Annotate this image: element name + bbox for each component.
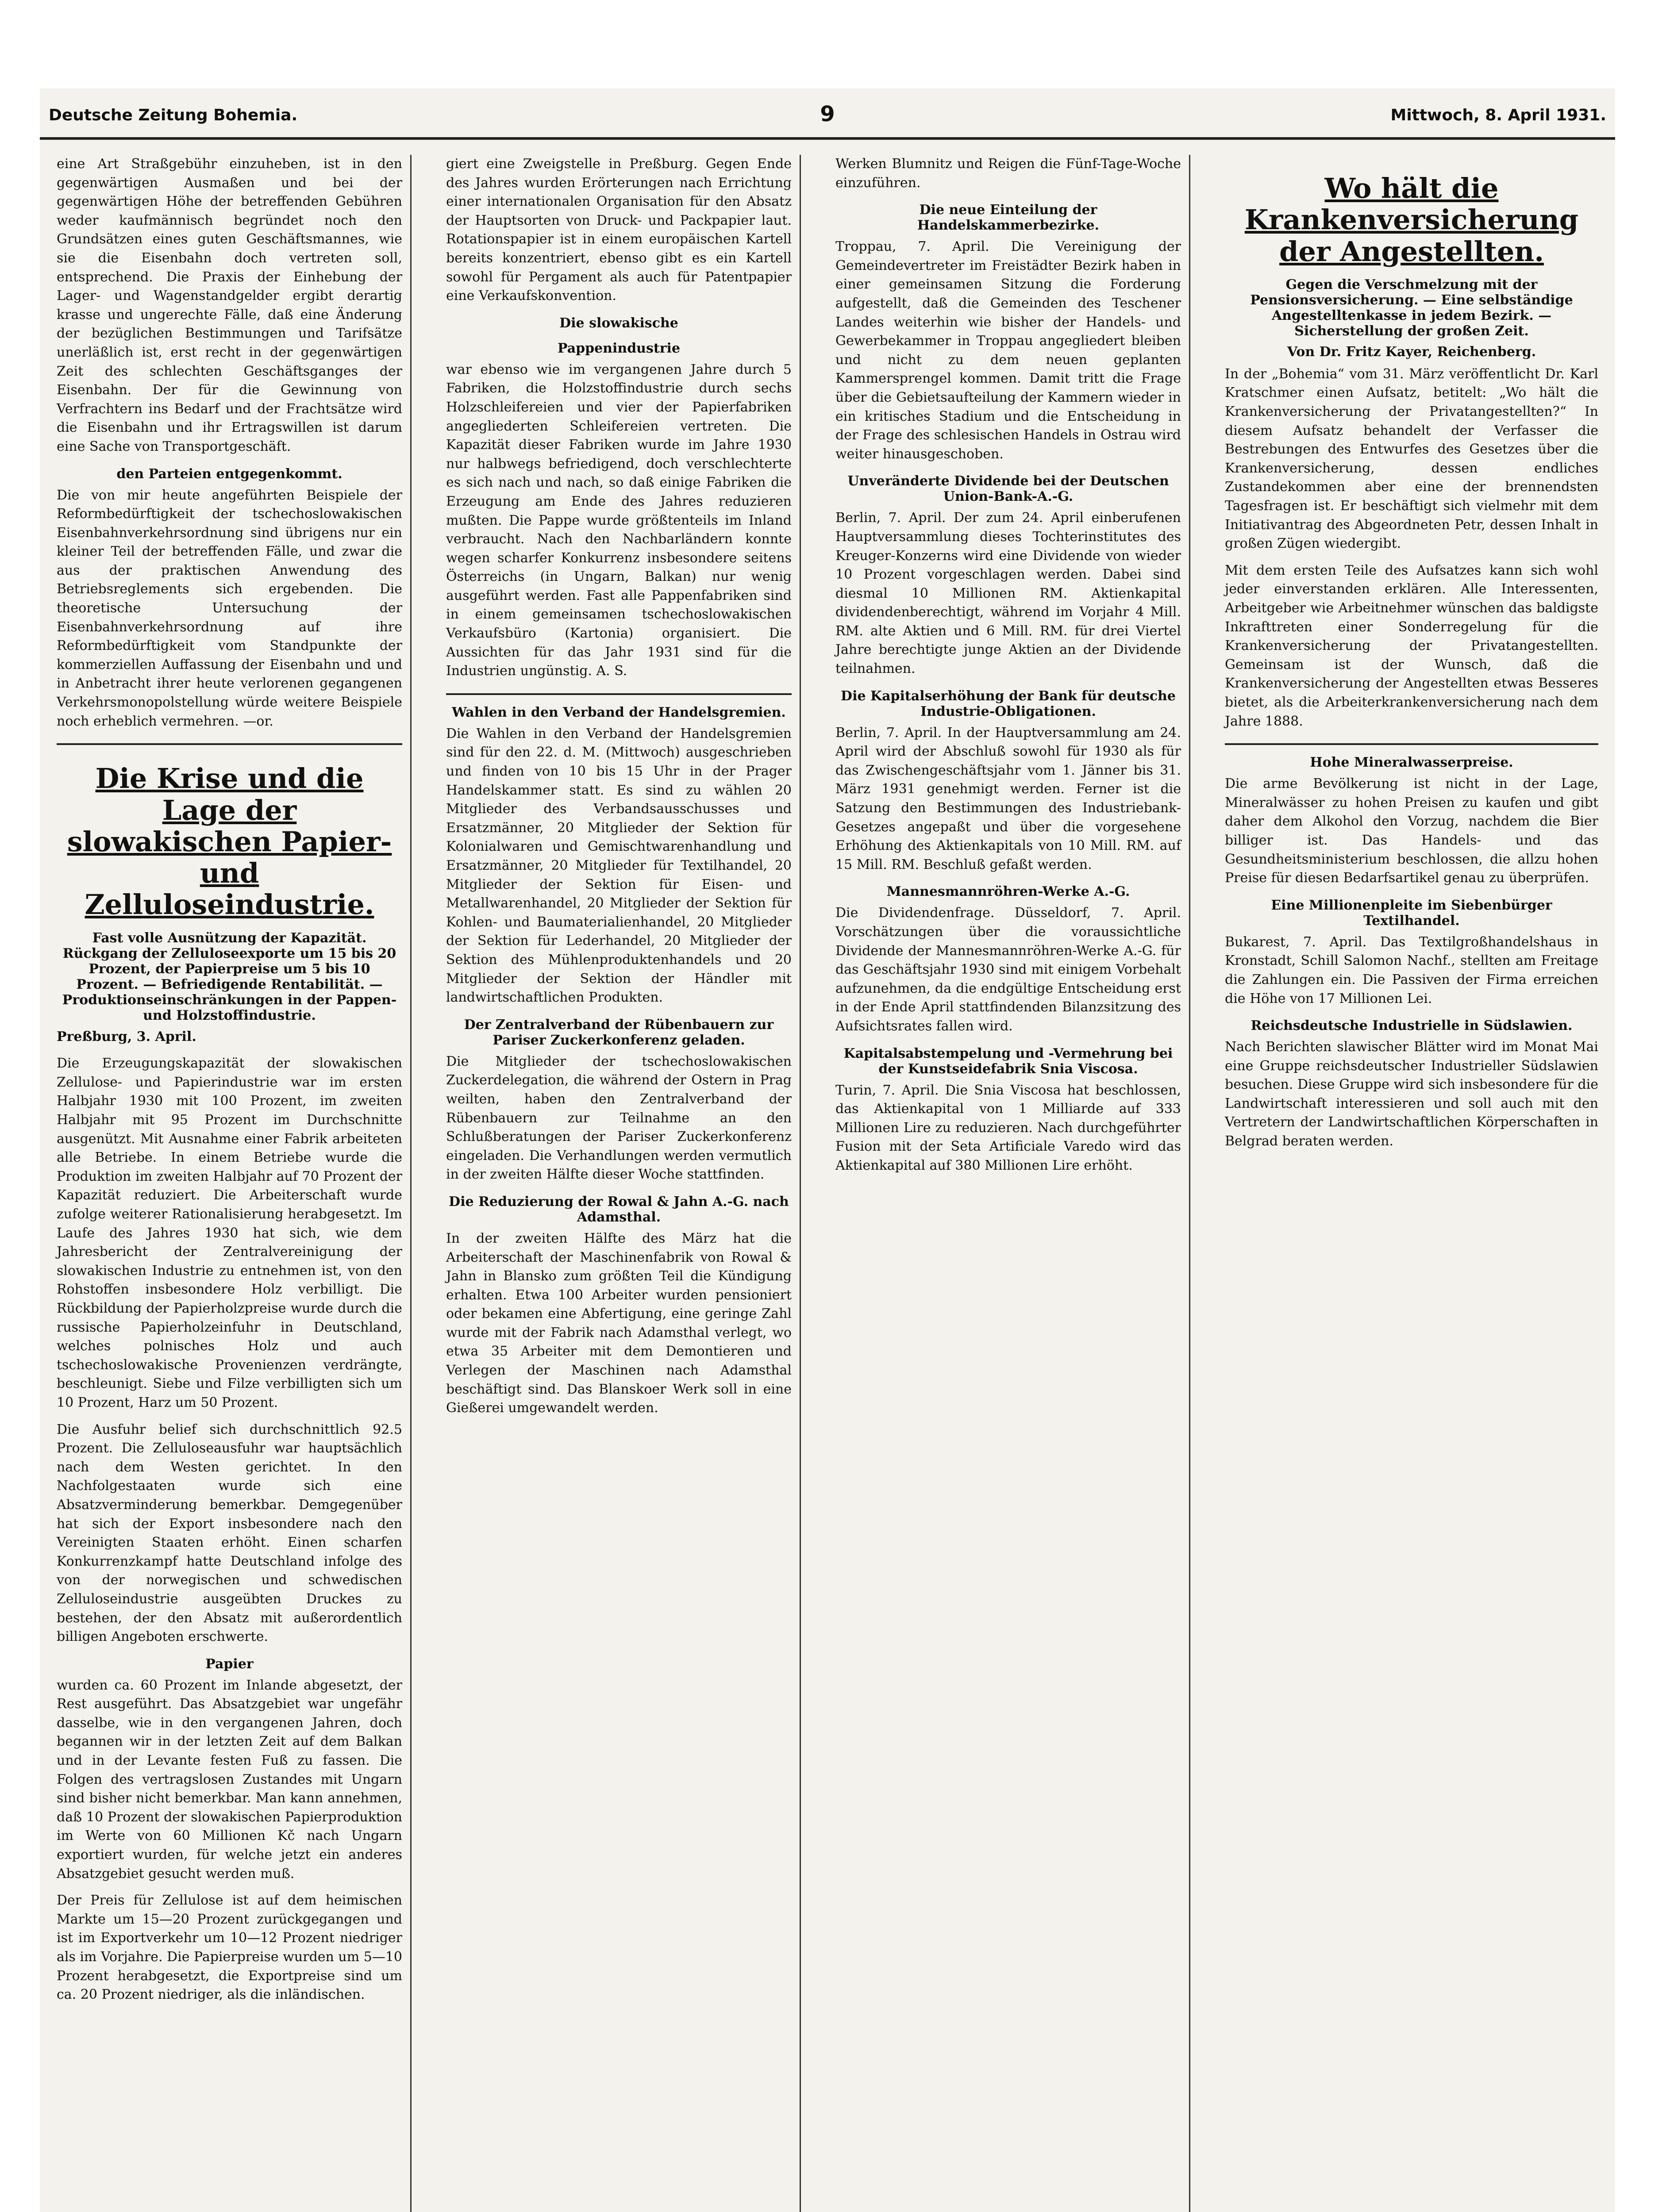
article-paragraph: Werken Blumnitz und Reigen die Fünf-Tage-Woche einzuführen. — [835, 156, 1181, 191]
column-3 — [827, 155, 1190, 2212]
article-subhead: Hohe Mineralwasserpreise. — [1310, 755, 1513, 771]
article-paragraph: Troppau, 7. April. Die Vereinigung der Gemeindevertreter im Freistädter Bezirk haben in einer gemeinsamen Sitzung die Forderung aufgestellt, daß die Gemeinden des Teschener Landes weiterhin wie bisher der Handels- und Gewerbekammer in Troppau angegliedert bleiben und nicht zu dem neuen geplanten Kammersprengel kommen. Damit tritt die Frage über die Gebietsaufteilung der Kammern wieder in ein kritisches Stadium und die Entscheidung in der Frage des schlesischen Handels in Ostrau wird weiter hinausgeschoben. — [835, 239, 1181, 462]
article-paragraph: giert eine Zweigstelle in Preßburg. Gegen Ende des Jahres wurden Erörterungen nach Errichtung einer internationalen Organisation für den Absatz der Hauptsorten von Druck- und Packpapier laut. Rotationspapier ist in einem europäischen Kartell bereits konzentriert, ebenso gibt es ein Kartell sowohl für Pergament als auch für Patentpapier eine Verkaufskonvention. — [446, 156, 792, 304]
article-subhead: Eine Millionenpleite im Siebenbürger Textilhandel. — [1271, 897, 1552, 929]
columns — [49, 155, 1606, 2212]
article-subhead: Reichsdeutsche Industrielle in Südslawien. — [1251, 1018, 1573, 1034]
article-subhead: Unveränderte Dividende bei der Deutschen Union-Bank-A.-G. — [847, 473, 1169, 505]
article-subhead: Die Kapitalserhöhung der Bank für deutsche Industrie-Obligationen. — [841, 688, 1176, 719]
article-headline: Wo hält die Krankenversicherung der Angestellten. — [1244, 172, 1579, 268]
article-subhead: Die slowakische — [559, 315, 678, 331]
article-paragraph: Berlin, 7. April. Der zum 24. April einberufenen Hauptversammlung dieses Tochterinstitutes des Kreuger-Konzerns wird eine Dividende von wieder 10 Prozent vorgeschlagen werden. Dabei sind diesmal 10 Millionen RM. Aktienkapital dividendenberechtigt, während im Vorjahr 4 Mill. RM. alte Aktien und 6 Mill. RM. für drei Viertel Jahre berechtigte junge Aktien an der Dividende teilnahmen. — [835, 510, 1181, 677]
article-subhead: Pappenindustrie — [557, 340, 681, 356]
article-subhead: den Parteien entgegenkommt. — [116, 466, 342, 482]
article-paragraph: Der Preis für Zellulose ist auf dem heimischen Markte um 15—20 Prozent zurückgegangen und ist im Exportverkehr um 10—12 Prozent niedriger als im Vorjahre. Die Papierpreise wurden um 5—10 Prozent herabgesetzt, die Exportpreise sind um ca. 20 Prozent niedriger, als die inländischen. — [57, 1893, 402, 2003]
article-subhead: Die Reduzierung der Rowal & Jahn A.-G. nach Adamsthal. — [449, 1194, 789, 1225]
column-1 — [49, 155, 412, 2212]
article-paragraph: Die Dividendenfrage. Düsseldorf, 7. April. Vorschätzungen über die voraussichtliche Dividende der Mannesmannröhren-Werke A.-G. für das Geschäftsjahr 1930 sind mit einigem Vorbehalt aufzunehmen, da die endgültige Entscheidung erst in der Ende April stattfindenden Bilanzsitzung des Aufsichtsrates fallen wird. — [835, 905, 1181, 1034]
divider — [1225, 743, 1598, 745]
article-paragraph: war ebenso wie im vergangenen Jahre durch 5 Fabriken, die Holzstoffindustrie durch sechs Holzschleifereien und vier der Papierfabriken angegliederten Schleifereien vertreten. Die Kapazität dieser Fabriken wurde im Jahre 1930 nur halbwegs befriedigend, doch verschlechterte es sich nach und nach, so daß einige Fabriken die Erzeugung am Ende des Jahres reduzieren mußten. Die Pappe wurde größtenteils im Inland verbraucht. Nach den Nachbarländern konnte wegen scharfer Konkurrenz insbesondere seitens Österreichs (in Ungarn, Balkan) nur wenig ausgeführt werden. Fast alle Pappenfabriken sind in einem gemeinsamen tschechoslowakischen Verkaufsbüro (Kartonia) organisiert. Die Aussichten für das Jahr 1931 sind für die Industrien ungünstig. A. S. — [446, 361, 792, 679]
article-subhead: Wahlen in den Verband der Handelsgremien. — [452, 704, 786, 720]
divider — [446, 693, 792, 695]
issue-date: Mittwoch, 8. April 1931. — [1390, 106, 1606, 124]
article-deck: Fast volle Ausnützung der Kapazität. Rückgang der Zelluloseexporte um 15 bis 20 Prozent, der Papierpreise um 5 bis 10 Prozent. — Befriedigende Rentabilität. — Produktionseinschränkungen in der Pappen- und Holzstoffindustrie. — [62, 930, 397, 1023]
article-paragraph: Die Erzeugungskapazität der slowakischen Zellulose- und Papierindustrie war im ersten Halbjahr 1930 mit 100 Prozent, im zweiten Halbjahr mit 95 Prozent im Durchschnitte ausgenützt. Mit Ausnahme einer Fabrik arbeiteten alle Betriebe. In einem Betriebe wurde die Produktion im zweiten Halbjahr auf 70 Prozent der Kapazität reduziert. Die Arbeiterschaft wurde zufolge weiterer Rationalisierung herabgesetzt. Im Laufe des Jahres 1930 hat sich, wie dem Jahresbericht der Zentralvereinigung der slowakischen Industrie zu entnehmen ist, von den Rohstoffen insbesondere Holz verbilligt. Die Rückbildung der Papierholzpreise wurde durch die russische Papierholzeinfuhr in Deutschland, welches polnisches Holz und auch tschechoslowakische Provenienzen verdrängte, beschleunigt. Siebe und Filze verbilligten sich um 10 Prozent, Harz um 50 Prozent. — [57, 1056, 402, 1410]
article-subhead: Mannesmannröhren-Werke A.-G. — [886, 884, 1130, 900]
article-headline: Die Krise und die Lage der slowakischen Papier- und Zelluloseindustrie. — [67, 762, 392, 921]
masthead-title: Deutsche Zeitung Bohemia. — [49, 106, 298, 124]
article-paragraph: Berlin, 7. April. In der Hauptversammlung am 24. April wird der Abschluß sowohl für 1930 als für das Zwischengeschäftsjahr vom 1. Jänner bis 31. März 1931 genehmigt werden. Ferner ist die Satzung den Bestimmungen des Industriebank-Gesetzes angepaßt und über die vorgesehene Erhöhung des Aktienkapitals von 10 Mill. RM. auf 15 Mill. RM. Beschluß gefaßt werden. — [835, 725, 1181, 872]
article-dateline: Preßburg, 3. April. — [57, 1029, 196, 1045]
article-paragraph: In der „Bohemia“ vom 31. März veröffentlicht Dr. Karl Kratschmer einen Aufsatz, betitelt: „Wo hält die Krankenversicherung der Privatangestellten?“ In diesem Aufsatz behandelt der Verfasser die Bestrebungen des Entwurfes des Gesetzes über die Krankenversicherung, dessen endliches Zustandekommen aber eine der brennendsten Tagesfragen ist. Er beschäftigt sich vielmehr mit dem Initiativantrag des Abgeordneten Petr, dessen Inhalt in großen Zügen wiedergibt. — [1225, 366, 1598, 552]
article-subhead: Der Zentralverband der Rübenbauern zur Pariser Zuckerkonferenz geladen. — [464, 1017, 774, 1048]
divider — [57, 743, 402, 745]
article-byline: Von Dr. Fritz Kayer, Reichenberg. — [1287, 344, 1536, 360]
article-paragraph: Nach Berichten slawischer Blätter wird im Monat Mai eine Gruppe reichsdeutscher Industrieller Südslawien besuchen. Diese Gruppe wird sich insbesondere für die Landwirtschaft interessieren und soll auch mit den Vertretern der Landwirtschaftlichen Körperschaften in Belgrad beraten werden. — [1225, 1039, 1598, 1149]
page-header — [40, 88, 1615, 140]
article-paragraph: eine Art Straßgebühr einzuheben, ist in den gegenwärtigen Ausmaßen und bei der gegenwärtigen Höhe der betreffenden Gebühren weder kaufmännisch begründet noch den Grundsätzen eines guten Geschäftsmannes, wie sie die Eisenbahn doch vertreten soll, entsprechend. Die Praxis der Einhebung der Lager- und Wagenstandgelder ergibt derartig krasse und ungerechte Fälle, daß eine Änderung der bezüglichen Bestimmungen und Tarifsätze unerläßlich ist, erst recht in der gegenwärtigen Zeit des schlechten Geschäftsganges der Eisenbahn. Der für die Gewinnung von Verfrachtern ins Bedarf und der Frachtsätze wird die Eisenbahn und ihr Ertragswillen ist darum eine Sache von Transportgeschäft. — [57, 156, 402, 454]
article-paragraph: Mit dem ersten Teile des Aufsatzes kann sich wohl jeder einverstanden erklären. Alle Interessenten, Arbeitgeber wie Arbeitnehmer wünschen das baldigste Inkrafttreten einer Sonderregelung für die Krankenversicherung der Privatangestellten. Gemeinsam ist der Wunsch, daß die Krankenversicherung der Angestellten etwas Besseres bietet, als die Arbeiterkrankenversicherung nach dem Jahre 1888. — [1225, 562, 1598, 729]
article-paragraph: Bukarest, 7. April. Das Textilgroßhandelshaus in Kronstadt, Schill Salomon Nachf., stellten am Freitage die Zahlungen ein. Die Passiven der Firma erreichen die Höhe von 17 Millionen Lei. — [1225, 934, 1598, 1006]
page-number: 9 — [820, 102, 835, 127]
column-4 — [1217, 155, 1606, 2212]
newspaper-page — [40, 88, 1615, 2212]
article-paragraph: Die Ausfuhr belief sich durchschnittlich 92.5 Prozent. Die Zelluloseausfuhr war hauptsächlich nach dem Westen gerichtet. In den Nachfolgestaaten wurde sich eine Absatzverminderung bemerkbar. Demgegenüber hat sich der Export insbesondere nach den Vereinigten Staaten erhöht. Einen scharfen Konkurrenzkampf hatte Deutschland infolge des von der norwegischen und schwedischen Zelluloseindustrie ausgeübten Druckes zu bestehen, der den Absatz mit außerordentlich billigen Angeboten erschwerte. — [57, 1421, 402, 1645]
article-paragraph: Die von mir heute angeführten Beispiele der Reformbedürftigkeit der tschechoslowakischen Eisenbahnverkehrsordnung sind übrigens nur ein kleiner Teil der betreffenden Fälle, und zwar die aus der praktischen Anwendung des Betriebsreglements sich ergebenden. Die theoretische Untersuchung der Eisenbahnverkehrsordnung auf ihre Reformbedürftigkeit vom Standpunkte der kommerziellen Auffassung der Eisenbahn und und in Anbetracht ihrer heute verlorenen gegangenen Verkehrsmonopolstellung würde weitere Beispiele noch erheblich vermehren. —or. — [57, 487, 402, 729]
article-deck: Gegen die Verschmelzung mit der Pensionsversicherung. — Eine selbständige Angestelltenkasse in jedem Bezirk. — Sicherstellung der großen Zeit. — [1250, 276, 1573, 339]
article-paragraph: In der zweiten Hälfte des März hat die Arbeiterschaft der Maschinenfabrik von Rowal & Jahn in Blansko zum größten Teil die Kündigung erhalten. Etwa 100 Arbeiter wurden pensioniert oder bekamen eine Abfertigung, eine geringe Zahl wurde mit der Fabrik nach Adamsthal verlegt, wo etwa 35 Arbeiter mit dem Demontieren und Verlegen der Maschinen nach Adamsthal beschäftigt sind. Das Blanskoer Werk soll in eine Gießerei umgewandelt werden. — [446, 1230, 792, 1416]
article-subhead: Die neue Einteilung der Handelskammerbezirke. — [917, 202, 1100, 234]
article-paragraph: wurden ca. 60 Prozent im Inlande abgesetzt, der Rest ausgeführt. Das Absatzgebiet war ungefähr dasselbe, wie in den vergangenen Jahren, doch begannen wir in der letzten Zeit auf dem Balkan und in der Levante festen Fuß zu fassen. Die Folgen des vertragslosen Zustandes mit Ungarn sind bisher nicht bemerkbar. Man kann annehmen, daß 10 Prozent der slowakischen Papierproduktion im Werte von 60 Millionen Kč nach Ungarn exportiert wurden, für welche jetzt ein anderes Absatzgebiet gesucht werden muß. — [57, 1677, 402, 1882]
article-paragraph: Turin, 7. April. Die Snia Viscosa hat beschlossen, das Aktienkapital von 1 Milliarde auf 333 Millionen Lire zu reduzieren. Nach durchgeführter Fusion mit der Seta Artificiale Varedo wird das Aktienkapital auf 380 Millionen Lire erhöht. — [835, 1082, 1181, 1173]
article-paragraph: Die Wahlen in den Verband der Handelsgremien sind für den 22. d. M. (Mittwoch) ausgeschrieben und finden von 10 bis 15 Uhr in der Prager Handelskammer statt. Es sind zu wählen 20 Mitglieder des Verbandsausschusses und Ersatzmänner, 20 Mitglieder der Sektion für Kolonialwaren und Gemischtwarenhandlung und Ersatzmänner, 20 Mitglieder für Textilhandel, 20 Mitglieder der Sektion für Eisen- und Metallwarenhandel, 20 Mitglieder der Sektion für Kohlen- und Baumaterialienhandel, 20 Mitglieder der Sektion für Lederhandel, 20 Mitglieder der Sektion des Mühlenproduktenhandels und 20 Mitglieder der Sektion der Händler mit landwirtschaftlichen Produkten. — [446, 726, 792, 1006]
article-subhead: Papier — [205, 1656, 254, 1672]
article-paragraph: Die Mitglieder der tschechoslowakischen Zuckerdelegation, die während der Ostern in Prag weilten, haben den Zentralverband der Rübenbauern zur Teilnahme an den Schlußberatungen der Pariser Zuckerkonferenz eingeladen. Die Verhandlungen werden vermutlich in der zweiten Hälfte dieser Woche stattfinden. — [446, 1053, 792, 1183]
column-2 — [438, 155, 801, 2212]
article-subhead: Kapitalsabstempelung und -Vermehrung bei der Kunstseidefabrik Snia Viscosa. — [843, 1045, 1173, 1077]
article-paragraph: Die arme Bevölkerung ist nicht in der Lage, Mineralwässer zu hohen Preisen zu kaufen und gibt daher dem Alkohol den Vorzug, nachdem die Bier billiger ist. Das Handels- und das Gesundheitsministerium beschlossen, die allzu hohen Preise für diesen Bedarfsartikel genau zu überprüfen. — [1225, 776, 1598, 886]
